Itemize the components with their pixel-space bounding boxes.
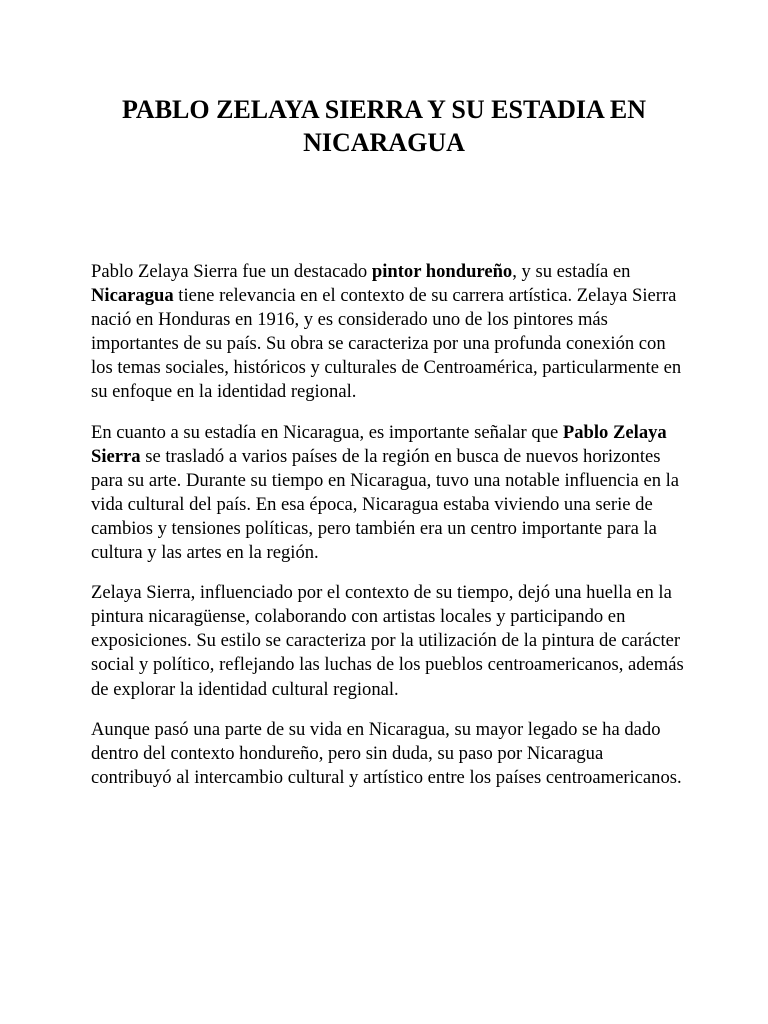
- document-title: PABLO ZELAYA SIERRA Y SU ESTADIA EN NICARAGUA: [121, 95, 647, 157]
- paragraph-2-text-1: En cuanto a su estadía en Nicaragua, es importante señalar que: [91, 421, 563, 443]
- paragraph-4: Aunque pasó una parte de su vida en Nicaragua, su mayor legado se ha dado dentro del contexto hondureño, pero sin duda, su paso por Nicaragua contribuyó al intercambio cultural y artístico entre los países centroamericanos.: [91, 718, 682, 788]
- paragraph-1-text-1: Pablo Zelaya Sierra fue un destacado: [91, 261, 372, 282]
- document-body: [91, 260, 686, 806]
- paragraph-2-text-2: se trasladó a varios países de la región en busca de nuevos horizontes para su arte. Durante su tiempo en Nicaragua, tuvo una notable influencia en la vida cultural del país. En esa época, Nicaragua estaba viviendo una serie de cambios y tensiones políticas, pero también era un centro importante para la cultura y las artes en la región.: [91, 445, 680, 564]
- paragraph-1-text-2: , y su estadía en: [512, 261, 631, 282]
- paragraph-1-bold-2: Nicaragua: [91, 285, 174, 307]
- paragraph-1-bold-1: pintor hondureño: [371, 261, 513, 282]
- paragraph-3: Zelaya Sierra, influenciado por el contexto de su tiempo, dejó una huella en la pintura nicaragüense, colaborando con artistas locales y participando en exposiciones. Su estilo se caracteriza por la utilización de la pintura de carácter social y político, reflejando las luchas de los pueblos centroamericanos, además de explorar la identidad cultural regional.: [91, 582, 684, 700]
- paragraph-2-bold-1: Pablo Zelaya Sierra: [91, 421, 667, 467]
- paragraph-1-text-3: tiene relevancia en el contexto de su carrera artística. Zelaya Sierra nació en Honduras en 1916, y es considerado uno de los pintores más importantes de su país. Su obra se caracteriza por una profunda conexión con los temas sociales, históricos y culturales de Centroamérica, particularmente en su enfoque en la identidad regional.: [91, 285, 682, 403]
- paragraph-2: [91, 421, 686, 566]
- paragraph-1: [91, 260, 686, 405]
